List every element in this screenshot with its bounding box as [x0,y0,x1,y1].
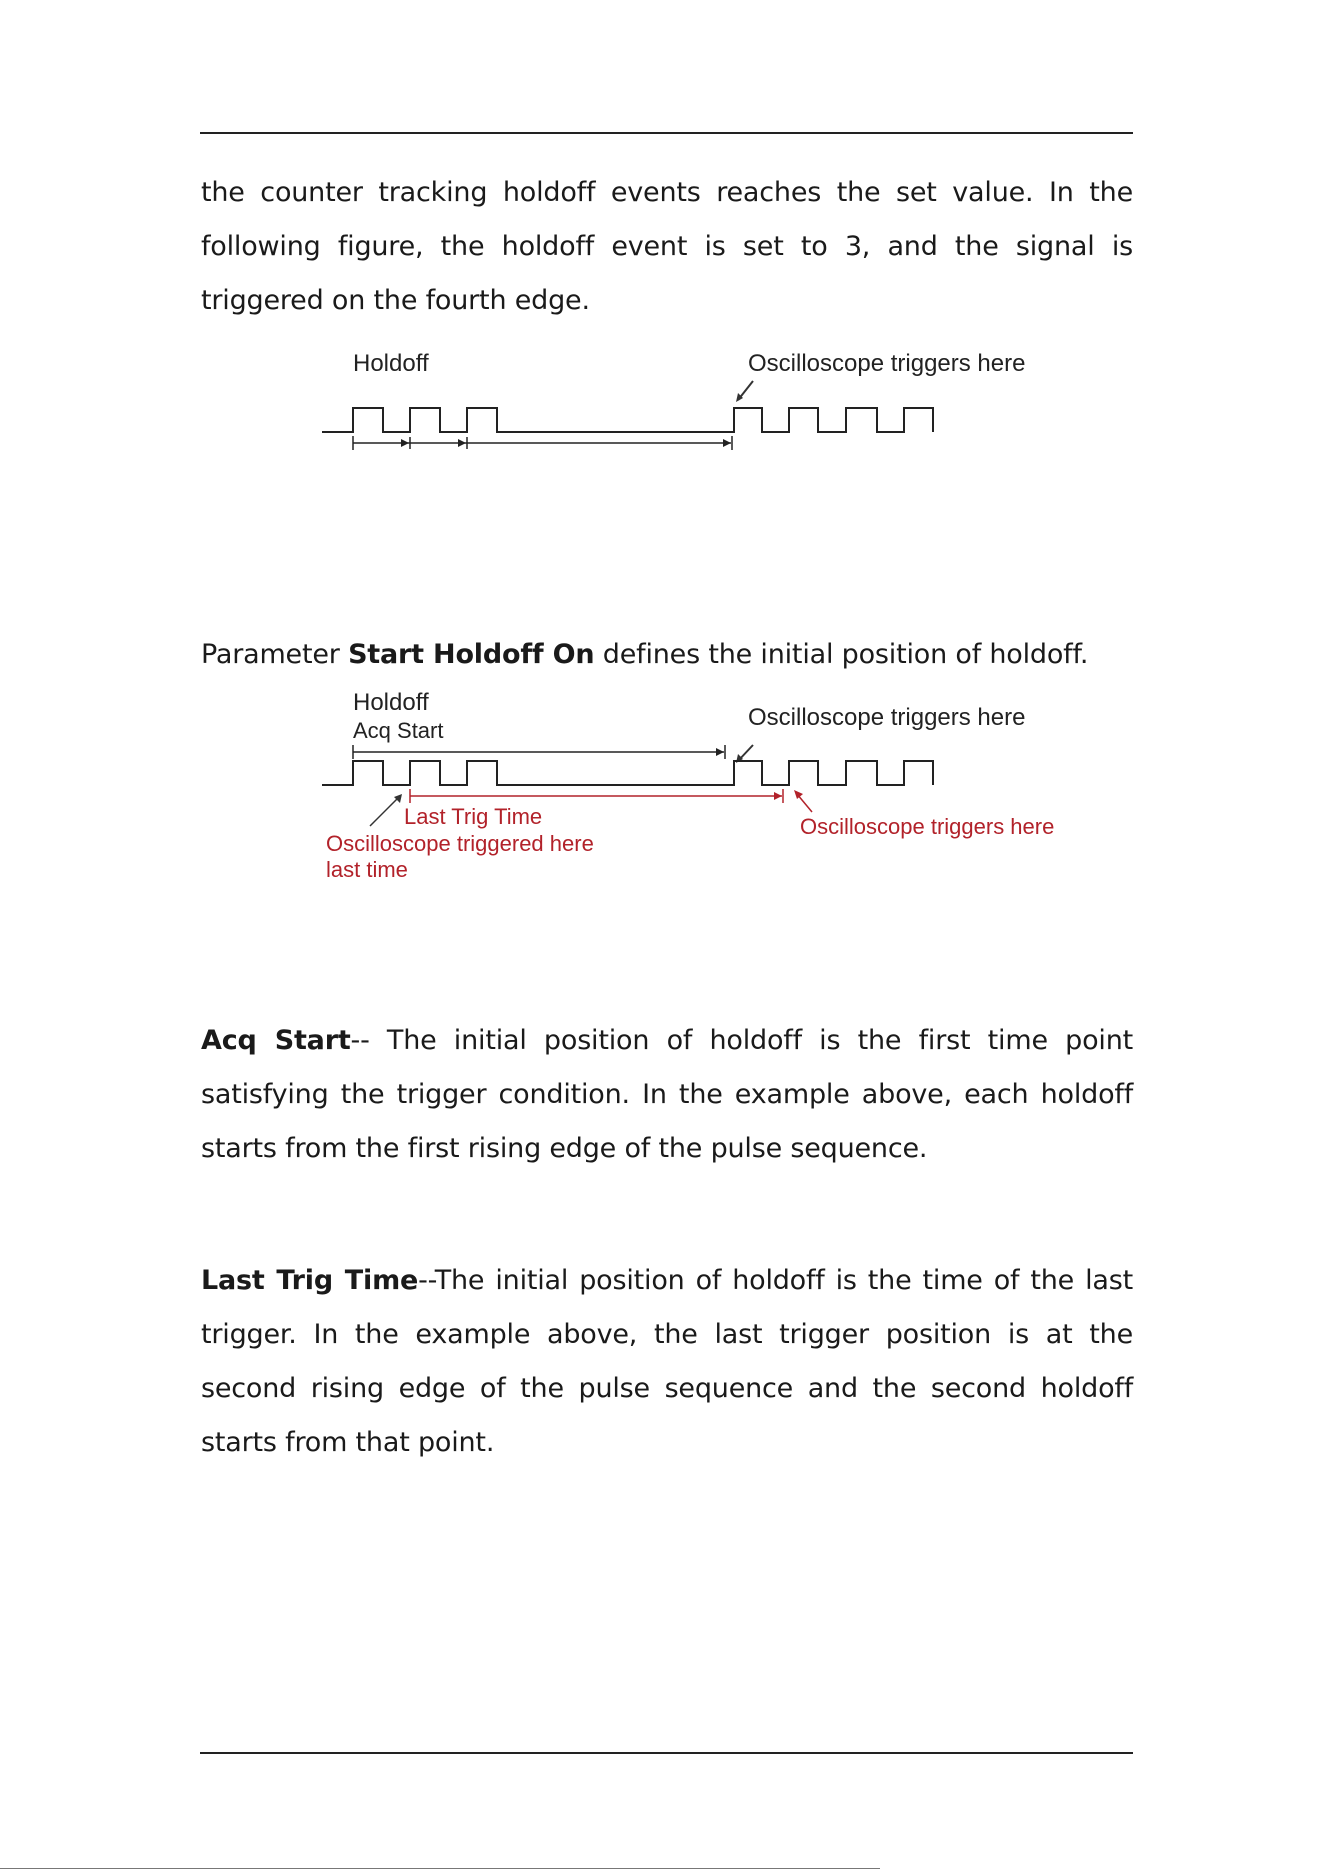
trigger-label-top: Oscilloscope triggers here [748,704,1026,731]
start-holdoff-prefix: Parameter [201,639,349,670]
triggered-last-label-2: last time [326,857,408,882]
last-trig-term: Last Trig Time [201,1265,419,1296]
holdoff-arrowhead-3 [723,439,731,447]
start-holdoff-diagram [300,688,1080,888]
holdoff-label: Holdoff [353,689,429,716]
last-trig-description: --The initial position of holdoff is the time of the last trigger. In the example above, the last trigger position is at the second rising edge of the pulse sequence and the second holdoff starts from that point. [201,1265,1133,1458]
holdoff-diagram [300,348,1080,488]
footer-rule [200,1752,1133,1754]
triggered-last-label-1: Oscilloscope triggered here [326,831,594,856]
last-trig-paragraph [201,1254,1133,1470]
holdoff-arrowhead-2 [458,439,466,447]
trigger-pointer-bottom-head [794,790,803,799]
intro-paragraph: the counter tracking holdoff events reaches the set value. In the following figure, the holdoff event is set to 3, and the signal is triggered on the fourth edge. [201,177,1133,316]
acq-start-term: Acq Start [201,1025,351,1056]
triggered-last-pointer [370,798,398,826]
last-trig-time-label: Last Trig Time [404,804,543,829]
last-trig-arrowhead [774,792,782,800]
header-rule [200,132,1133,134]
start-holdoff-suffix: defines the initial position of holdoff. [594,639,1089,670]
bottom-edge-line [0,1868,880,1869]
holdoff-arrowhead-1 [401,439,409,447]
start-holdoff-paragraph [201,628,1088,682]
start-holdoff-term: Start Holdoff On [348,639,595,670]
acq-start-paragraph [201,1014,1133,1176]
holdoff-label: Holdoff [353,350,429,377]
acq-arrowhead [716,748,724,756]
acq-start-label: Acq Start [353,718,444,743]
acq-start-description: -- The initial position of holdoff is the first time point satisfying the trigger condition. In the example above, each holdoff starts from the first rising edge of the pulse sequence. [201,1025,1133,1164]
pulse-train [322,408,933,432]
pulse-train [322,761,933,785]
trigger-label: Oscilloscope triggers here [748,350,1026,377]
trigger-label-bottom: Oscilloscope triggers here [800,814,1055,839]
